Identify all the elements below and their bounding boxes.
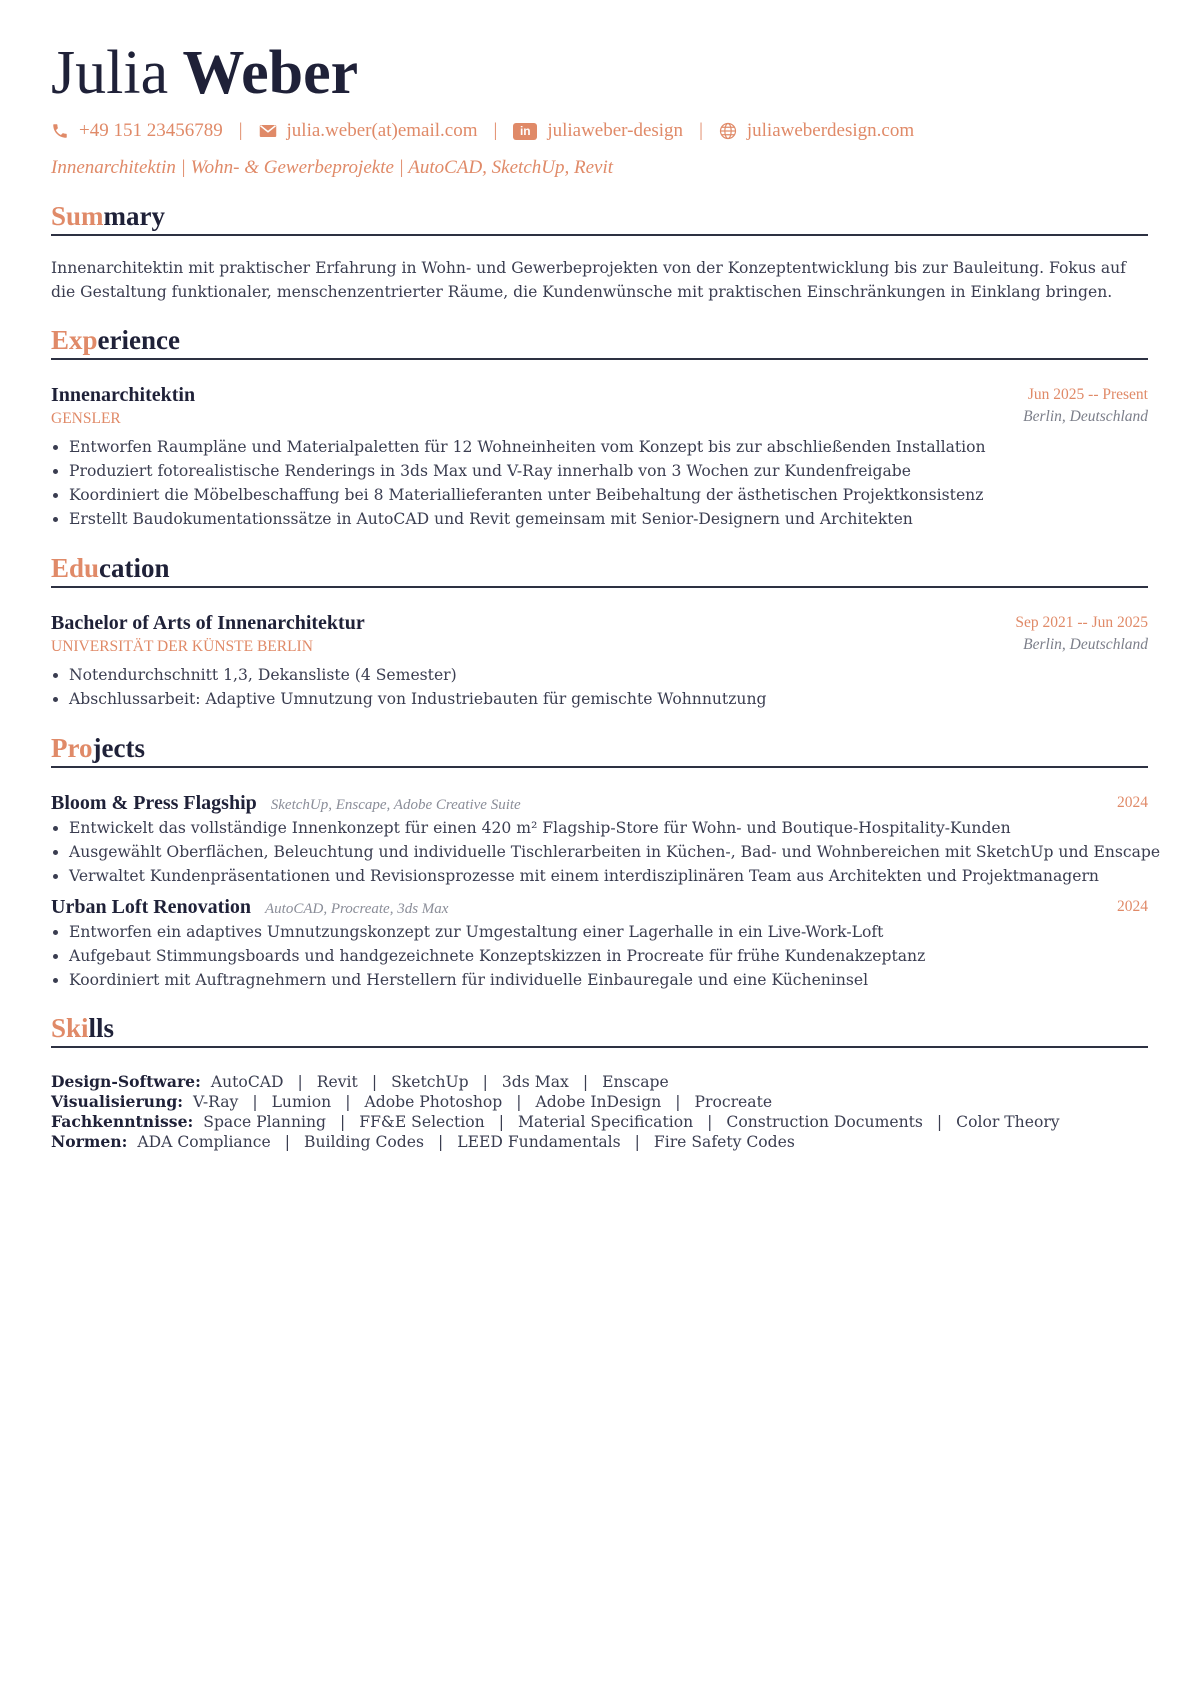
section-heading-summary	[51, 198, 1148, 236]
list-item: Koordiniert mit Auftragnehmern und Herstellern für individuelle Einbauregale und eine Kücheninsel	[51, 968, 1148, 992]
phone-number: +49 151 23456789	[79, 120, 223, 141]
skill-item: SketchUp	[391, 1073, 469, 1091]
heading-accent: Pro	[51, 733, 93, 763]
employer: GENSLER	[51, 410, 121, 427]
skill-item: Revit	[316, 1073, 358, 1091]
education-entry	[51, 610, 1148, 711]
heading-accent: Sum	[51, 201, 104, 231]
skills-separator: |	[345, 1093, 351, 1111]
skills-category: Visualisierung:	[51, 1092, 183, 1111]
skill-item: ADA Compliance	[137, 1133, 271, 1151]
skill-item: 3ds Max	[501, 1073, 569, 1091]
project-name: Urban Loft Renovation	[51, 896, 252, 918]
email-address: julia.weber(at)email.com	[286, 120, 478, 141]
skills-category: Normen:	[51, 1132, 128, 1151]
skills-separator: |	[437, 1133, 444, 1151]
skills-separator: |	[252, 1093, 258, 1111]
project-tools: AutoCAD, Procreate, 3ds Max	[265, 901, 449, 917]
skills-separator: |	[516, 1093, 522, 1111]
degree-title: Bachelor of Arts of Innenarchitektur	[51, 612, 365, 634]
list-item: Aufgebaut Stimmungsboards und handgezeichnete Konzeptskizzen in Procreate für frühe Kundenakzeptanz	[51, 944, 1148, 968]
contact-email[interactable]	[259, 120, 478, 142]
list-item: Erstellt Baudokumentationssätze in AutoCAD und Revit gemeinsam mit Senior-Designern und Architekten	[51, 507, 1148, 531]
section-heading-experience	[51, 322, 1148, 360]
candidate-name	[51, 0, 1148, 108]
heading-rest: mary	[103, 201, 166, 231]
skill-item: Enscape	[602, 1073, 669, 1091]
skills-row	[51, 1092, 1148, 1112]
summary-text: Innenarchitektin mit praktischer Erfahrung in Wohn- und Gewerbeprojekten von der Konzeptentwicklung bis zur Bauleitung. Fokus auf die Gestaltung funktionaler, menschenzentrierter Räume, die Kundenwünsche mit praktischen Einschränkungen in Einklang bringen.	[51, 259, 1126, 301]
contact-separator: |	[238, 120, 243, 141]
list-item: Entworfen Raumpläne und Materialpaletten für 12 Wohneinheiten vom Konzept bis zur abschließenden Installation	[51, 435, 1148, 459]
skills-row	[51, 1132, 1148, 1152]
list-item: Entwickelt das vollständige Innenkonzept für einen 420 m² Flagship-Store für Wohn- und Boutique-Hospitality-Kunden	[51, 816, 1148, 840]
linkedin-icon: in	[513, 123, 537, 140]
skills-separator: |	[297, 1073, 303, 1091]
skill-item: LEED Fundamentals	[457, 1133, 621, 1151]
project-year: 2024	[1117, 898, 1148, 915]
project-entry	[51, 790, 1161, 888]
skills-separator: |	[634, 1133, 640, 1151]
education-date-range: Sep 2021 -- Jun 2025	[1015, 614, 1148, 631]
skills-category: Fachkenntnisse:	[51, 1112, 194, 1131]
skill-item: Color Theory	[956, 1113, 1060, 1131]
education-bullets	[51, 663, 1148, 711]
linkedin-handle: juliaweber-design	[547, 120, 684, 141]
skill-item: Adobe Photoshop	[364, 1093, 503, 1111]
skill-item: Adobe InDesign	[535, 1093, 662, 1111]
education-location: Berlin, Deutschland	[1023, 636, 1148, 653]
heading-rest: cation	[99, 553, 170, 583]
phone-icon	[51, 122, 69, 140]
list-item: Notendurchschnitt 1,3, Dekansliste (4 Semester)	[51, 663, 1148, 687]
skill-item: AutoCAD	[210, 1073, 284, 1091]
skills-separator: |	[582, 1073, 589, 1091]
skills-separator: |	[482, 1073, 488, 1091]
list-item: Entworfen ein adaptives Umnutzungskonzept zur Umgestaltung einer Lagerhalle in ein Live-Work-Loft	[51, 920, 1148, 944]
skills-separator: |	[498, 1113, 504, 1131]
project-tools: SketchUp, Enscape, Adobe Creative Suite	[270, 797, 521, 813]
resume-page	[51, 0, 1161, 1152]
experience-entry	[51, 382, 1148, 531]
skills-separator: |	[936, 1113, 943, 1131]
heading-rest: jects	[92, 733, 145, 763]
project-title	[51, 894, 1148, 920]
contact-website[interactable]	[719, 120, 914, 142]
project-year: 2024	[1117, 794, 1148, 811]
project-name: Bloom & Press Flagship	[51, 792, 257, 814]
skill-item: FF&E Selection	[359, 1113, 485, 1131]
skill-item: Building Codes	[304, 1133, 424, 1151]
contact-phone[interactable]	[51, 120, 223, 142]
heading-accent: Edu	[51, 553, 100, 583]
heading-rest: lls	[88, 1013, 115, 1043]
heading-rest: erience	[97, 325, 180, 355]
skills-separator: |	[371, 1073, 378, 1091]
skills-category: Design-Software:	[51, 1072, 201, 1091]
skill-item: V-Ray	[193, 1093, 239, 1111]
job-date-range: Jun 2025 -- Present	[1027, 386, 1148, 403]
section-heading-skills	[51, 1010, 1148, 1048]
envelope-icon	[259, 124, 277, 138]
skill-item: Fire Safety Codes	[653, 1133, 795, 1151]
skill-item: Material Specification	[517, 1113, 694, 1131]
job-bullets	[51, 435, 1148, 531]
contact-separator: |	[493, 120, 498, 141]
globe-icon	[719, 122, 737, 140]
contact-separator: |	[699, 120, 703, 141]
website-url: juliaweberdesign.com	[746, 120, 915, 141]
skills-row	[51, 1072, 1148, 1092]
project-title	[51, 790, 1148, 816]
skills-row	[51, 1112, 1148, 1132]
list-item: Produziert fotorealistische Renderings in 3ds Max und V-Ray innerhalb von 3 Wochen zur Kundenfreigabe	[51, 459, 1148, 483]
skill-item: Lumion	[271, 1093, 332, 1111]
list-item: Koordiniert die Möbelbeschaffung bei 8 Materiallieferanten unter Beibehaltung der ästhetischen Projektkonsistenz	[51, 483, 1148, 507]
job-location: Berlin, Deutschland	[1023, 408, 1148, 425]
skill-item: Procreate	[694, 1093, 773, 1111]
skill-item: Space Planning	[203, 1113, 327, 1131]
institution: UNIVERSITÄT DER KÜNSTE BERLIN	[51, 638, 313, 655]
contact-linkedin[interactable]	[513, 120, 683, 142]
skills-separator: |	[340, 1113, 346, 1131]
list-item: Verwaltet Kundenpräsentationen und Revisionsprozesse mit einem interdisziplinären Team aus Architekten und Projektmanagern	[51, 864, 1148, 888]
project-bullets	[51, 816, 1161, 888]
list-item: Ausgewählt Oberflächen, Beleuchtung und individuelle Tischlerarbeiten in Küchen-, Bad- und Wohnbereichen mit SketchUp und Enscape	[51, 840, 1148, 864]
section-heading-projects	[51, 730, 1148, 768]
skill-item: Construction Documents	[726, 1113, 923, 1131]
last-name: Weber	[182, 39, 359, 107]
job-title: Innenarchitektin	[51, 384, 196, 406]
contact-bar	[51, 116, 1148, 146]
tagline: Innenarchitektin | Wohn- & Gewerbeprojekte | AutoCAD, SketchUp, Revit	[51, 157, 614, 178]
heading-accent: Exp	[51, 325, 98, 355]
section-heading-education	[51, 550, 1148, 588]
skills-separator: |	[707, 1113, 713, 1131]
project-bullets	[51, 920, 1148, 992]
first-name: Julia	[51, 39, 169, 107]
skills-separator: |	[284, 1133, 291, 1151]
skills-separator: |	[675, 1093, 681, 1111]
skills-list	[51, 1072, 1148, 1152]
project-entry	[51, 894, 1148, 992]
heading-accent: Ski	[51, 1013, 89, 1043]
list-item: Abschlussarbeit: Adaptive Umnutzung von Industriebauten für gemischte Wohnnutzung	[51, 687, 1148, 711]
